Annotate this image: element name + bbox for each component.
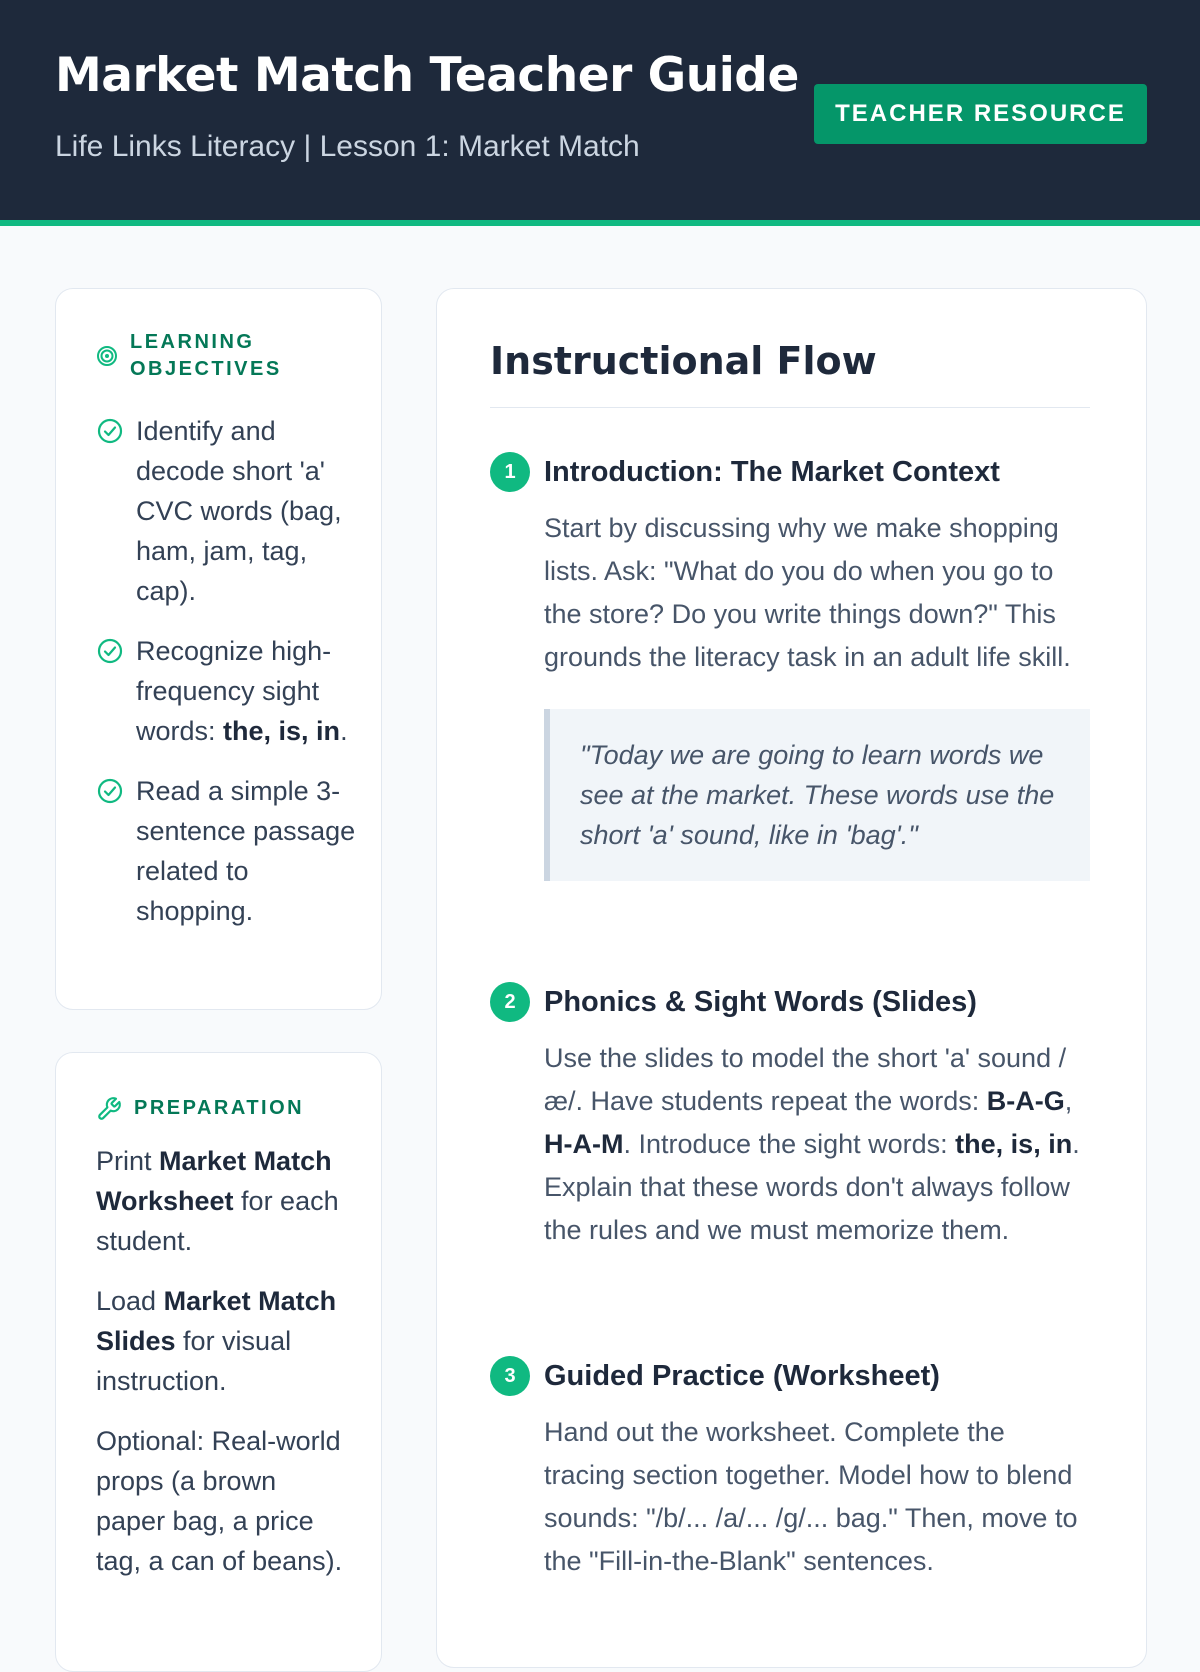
learning-objectives-card <box>55 288 382 1010</box>
preparation-item: Optional: Real-world props (a brown paper bag, a price tag, a can of beans). <box>96 1426 343 1576</box>
objective-text: Identify and decode short 'a' CVC words (bag, ham, jam, tag, cap). <box>136 416 342 606</box>
step-title: Guided Practice (Worksheet) <box>544 1359 940 1392</box>
step-number-badge: 3 <box>490 1356 530 1396</box>
preparation-heading-text: PREPARATION <box>134 1097 305 1119</box>
preparation-card <box>55 1052 382 1672</box>
preparation-item: Print Market Match Worksheet for each student. <box>96 1146 339 1256</box>
flow-step <box>490 981 1090 1252</box>
objective-text: Recognize high-frequency sight words: the, is, in. <box>136 636 348 746</box>
step-title: Introduction: The Market Context <box>544 455 1000 488</box>
flow-step <box>490 451 1090 881</box>
page-title: Market Match Teacher Guide <box>55 48 799 103</box>
sight-words-bold: the, is, in <box>223 716 341 746</box>
teacher-resource-badge: TEACHER RESOURCE <box>814 84 1147 144</box>
wrench-icon <box>96 1096 122 1122</box>
step-number-badge: 2 <box>490 982 530 1022</box>
check-circle-icon <box>96 637 124 665</box>
objective-item <box>96 631 361 751</box>
divider <box>490 407 1090 408</box>
preparation-list <box>96 1141 351 1601</box>
objectives-list <box>96 411 361 951</box>
check-circle-icon <box>96 417 124 445</box>
step-body: Hand out the worksheet. Complete the tracing section together. Model how to blend sounds: "/b/... /a/... /g/... bag." Then, move to the "Fill-in-the-Blank" sentences. <box>544 1417 1078 1576</box>
objectives-heading-line1: LEARNING <box>130 331 255 353</box>
flow-title: Instructional Flow <box>490 339 877 383</box>
objective-item <box>96 771 361 931</box>
instructional-flow-card <box>436 288 1147 1668</box>
step-title: Phonics & Sight Words (Slides) <box>544 985 977 1018</box>
teacher-quote: "Today we are going to learn words we see at the market. These words use the short 'a' sound, like in 'bag'." <box>544 709 1090 881</box>
preparation-heading <box>96 1095 304 1122</box>
page-header <box>0 0 1200 226</box>
step-body: Start by discussing why we make shopping lists. Ask: "What do you do when you go to the store? Do you write things down?" This grounds the literacy task in an adult life skill. <box>544 513 1071 672</box>
objective-text: Read a simple 3-sentence passage related to shopping. <box>136 776 356 926</box>
flow-step <box>490 1355 1090 1583</box>
objectives-heading-line2: OBJECTIVES <box>130 358 282 380</box>
target-icon <box>96 345 118 367</box>
step-body: Use the slides to model the short 'a' sound /æ/. Have students repeat the words: B-A-G, H-A-M. Introduce the sight words: the, is, in. Explain that these words don't always follow the rules and we must memorize them. <box>544 1043 1080 1245</box>
step-number-badge: 1 <box>490 452 530 492</box>
preparation-item: Load Market Match Slides for visual instruction. <box>96 1286 337 1396</box>
check-circle-icon <box>96 777 124 805</box>
objective-item <box>96 411 361 611</box>
page-subtitle: Life Links Literacy | Lesson 1: Market Match <box>55 130 640 163</box>
objectives-heading <box>96 329 282 383</box>
